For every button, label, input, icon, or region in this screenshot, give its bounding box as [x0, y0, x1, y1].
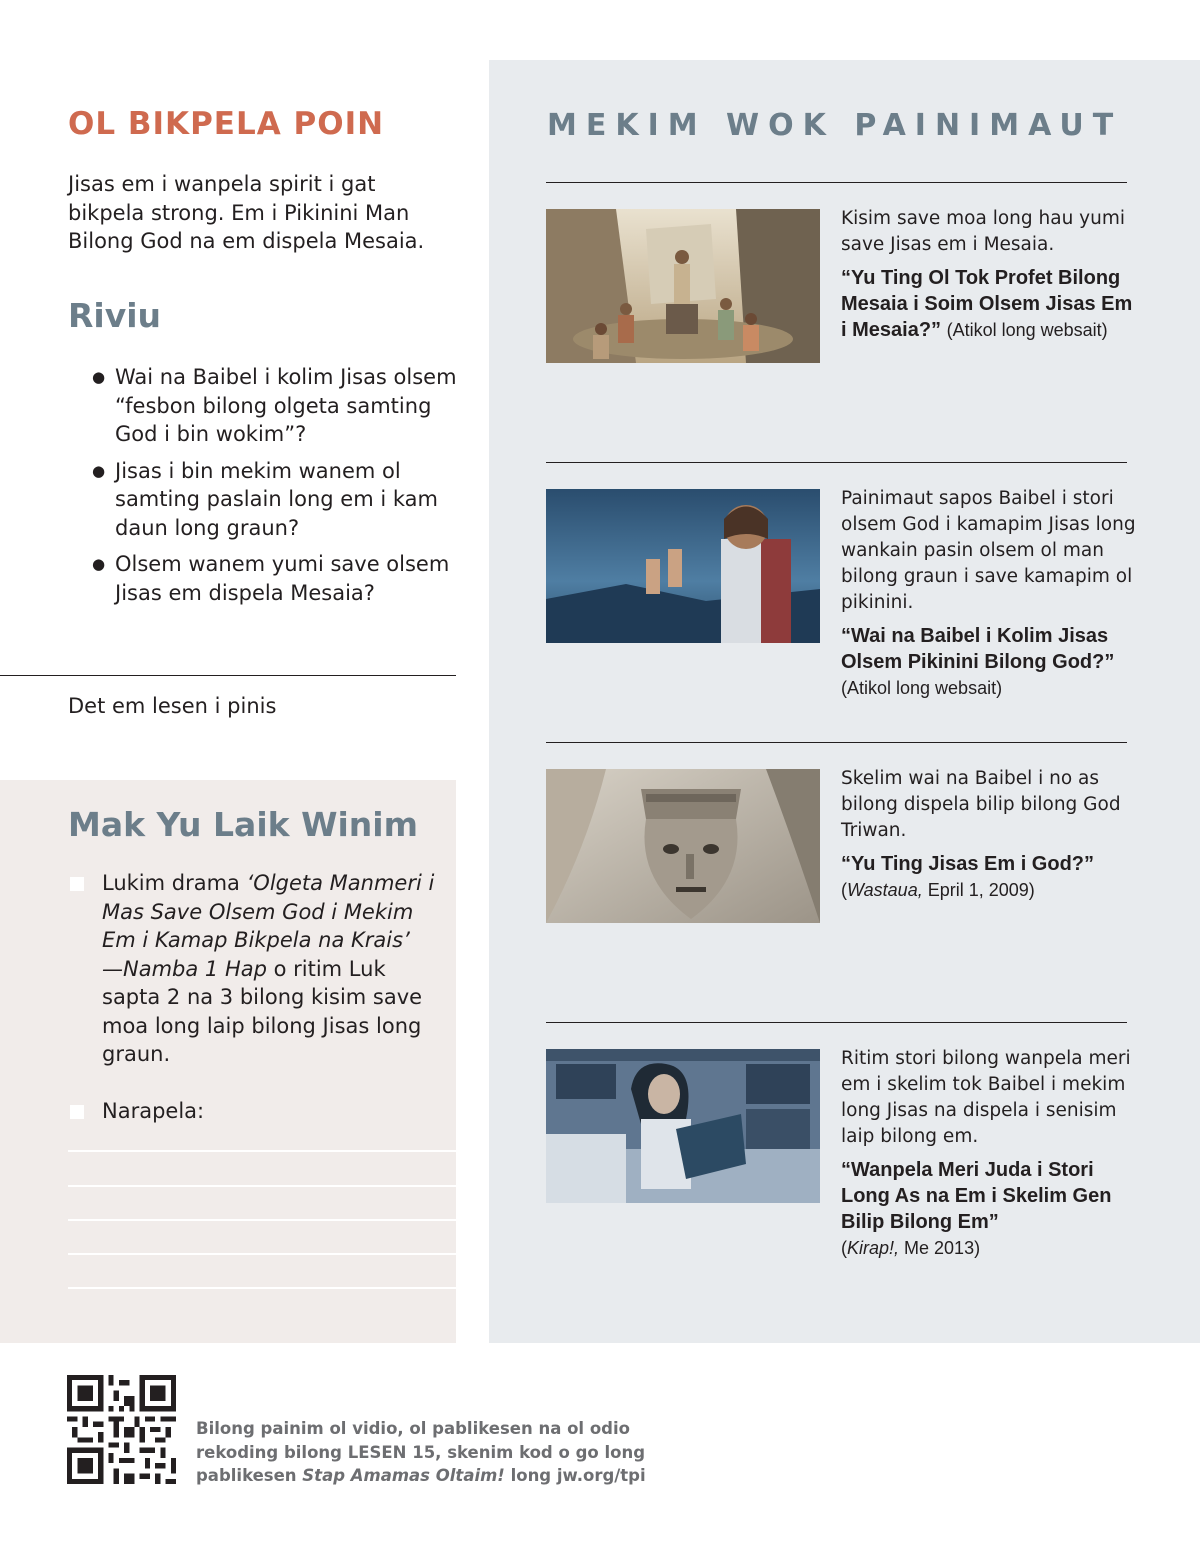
research-desc: Ritim stori bilong wanpela meri em i skelim tok Baibel i mekim long Jisas na dispela i senisim laip bilong em.	[841, 1048, 1131, 1147]
lesson-complete-text: Det em lesen i pinis	[68, 694, 277, 718]
bullet-icon: ●	[92, 461, 106, 480]
review-title: Riviu	[68, 296, 162, 335]
goals-title: Mak Yu Laik Winim	[68, 805, 418, 844]
write-line[interactable]	[68, 1185, 456, 1187]
article-source: (Wastaua, Epril 1, 2009)	[841, 880, 1035, 900]
review-item: ● Wai na Baibel i kolim Jisas olsem “fesbon bilong olgeta samting God i bin wokim”?	[92, 365, 457, 446]
research-title: MEKIM WOK PAINIMAUT	[547, 108, 1123, 143]
goal-checkbox[interactable]	[70, 1105, 84, 1119]
write-line[interactable]	[68, 1287, 456, 1289]
goal-item-drama: Lukim drama ‘Olgeta Manmeri i Mas Save Olsem God i Mekim Em i Kamap Bikpela na Krais’ —Namba 1 Hap o ritim Luk sapta 2 na 3 bilong kisim save moa long laip bilong Jisas long graun.	[102, 871, 435, 1066]
review-list	[90, 363, 465, 615]
article-source: (Atikol long websait)	[841, 678, 1003, 698]
review-item: ● Olsem wanem yumi save olsem Jisas em dispela Mesaia?	[92, 552, 450, 605]
woman-reading-image	[546, 1049, 820, 1203]
article-source: (Kirap!, Me 2013)	[841, 1238, 981, 1258]
goal-checkbox[interactable]	[70, 877, 84, 891]
article-link[interactable]: “Yu Ting Jisas Em i God?”	[841, 853, 1095, 875]
qr-code-icon[interactable]	[67, 1375, 176, 1484]
key-points-title: OL BIKPELA POIN	[68, 106, 385, 142]
bullet-icon: ●	[92, 555, 106, 573]
write-line[interactable]	[68, 1253, 456, 1255]
article-link[interactable]: “Wanpela Meri Juda i Stori Long As na Em i Skelim Gen Bilip Bilong Em”	[841, 1159, 1112, 1233]
jesus-entry-jerusalem-image	[546, 209, 820, 363]
research-desc: Painimaut sapos Baibel i stori olsem God i kamapim Jisas long wankain pasin olsem ol man bilong graun i save kamapim ol pikinini.	[841, 488, 1136, 613]
divider	[546, 462, 1127, 463]
research-desc: Skelim wai na Baibel i no as bilong dispela bilip bilong God Triwan.	[841, 768, 1121, 841]
key-points-text: Jisas em i wanpela spirit i gat bikpela strong. Em i Pikinini Man Bilong God na em dispela Mesaia.	[68, 172, 425, 253]
goal-item-other: Narapela:	[102, 1099, 205, 1123]
research-desc: Kisim save moa long hau yumi save Jisas em i Mesaia.	[841, 208, 1126, 255]
footer-text: Bilong painim ol vidio, ol pablikesen na ol odio rekoding bilong LESEN 15, skenim kod o go long pablikesen Stap Amamas Oltaim! long jw.org/tpi	[196, 1419, 646, 1485]
research-item	[841, 486, 1141, 701]
research-item	[841, 206, 1141, 343]
divider	[546, 742, 1127, 743]
jesus-praying-image	[546, 489, 820, 643]
trinity-carving-image	[546, 769, 820, 923]
research-item	[841, 1046, 1141, 1261]
research-item	[841, 766, 1141, 903]
bullet-icon: ●	[92, 368, 106, 386]
divider	[0, 675, 456, 676]
write-line[interactable]	[68, 1219, 456, 1221]
review-item: ● Jisas i bin mekim wanem ol samting paslain long em i kam daun long graun?	[92, 458, 438, 540]
write-line[interactable]	[68, 1150, 456, 1152]
divider	[546, 1022, 1127, 1023]
article-link[interactable]: “Yu Ting Ol Tok Profet Bilong Mesaia i Soim Olsem Jisas Em i Mesaia?” (Atikol long websait)	[841, 267, 1133, 341]
article-link[interactable]: “Wai na Baibel i Kolim Jisas Olsem Pikinini Bilong God?”	[841, 625, 1115, 673]
divider	[546, 182, 1127, 183]
